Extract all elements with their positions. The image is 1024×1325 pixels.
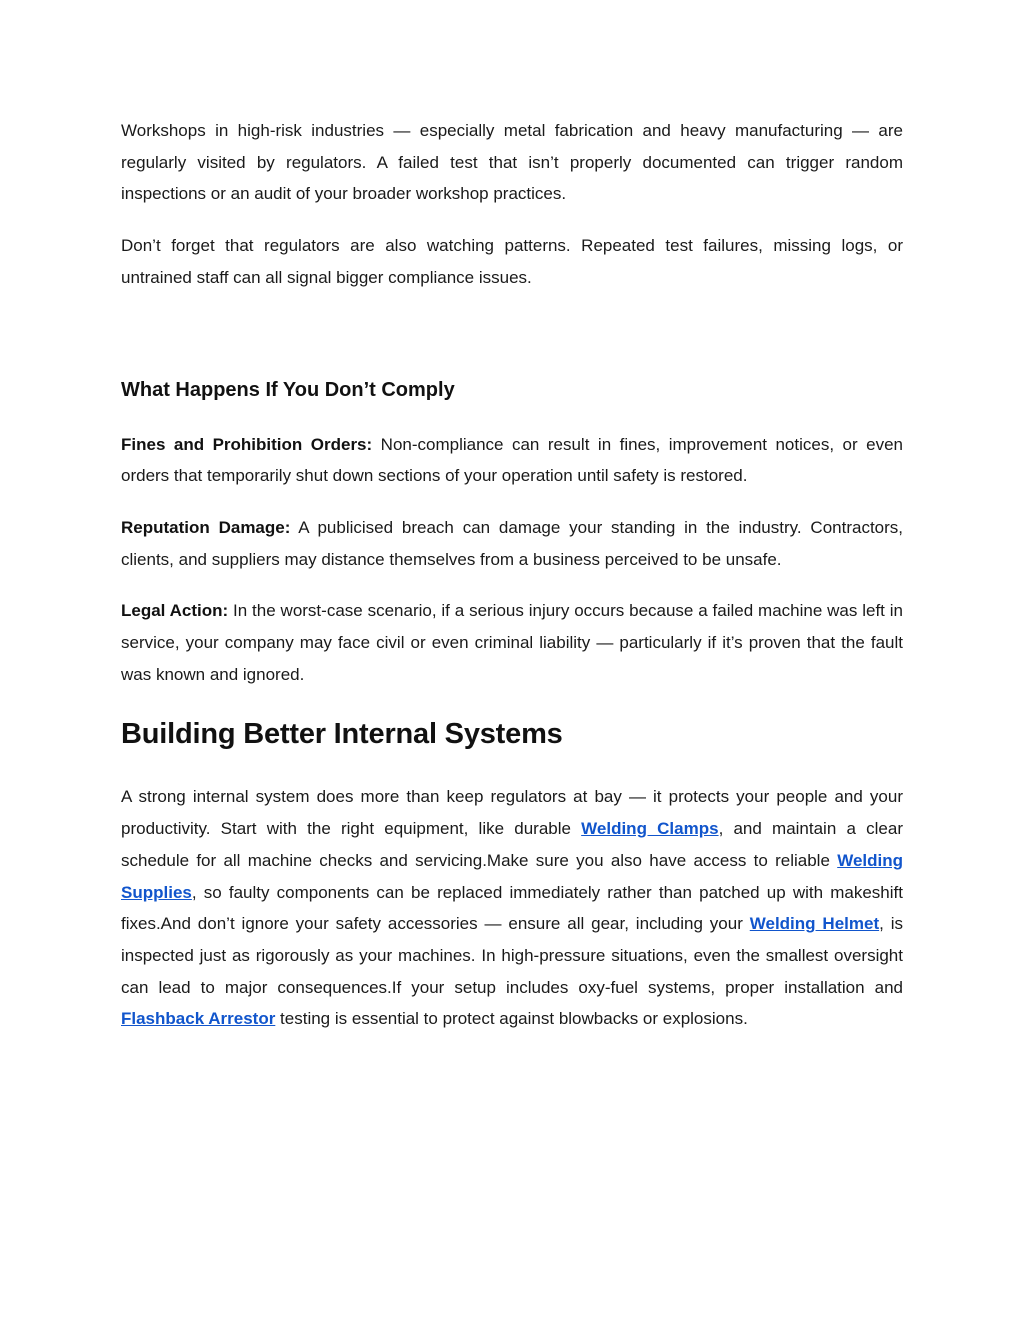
welding-clamps-link[interactable]: Welding Clamps [581,819,719,839]
systems-text-3: , so faulty components can be replaced immediately rather than patched up with makeshift fixes.And don’t ignore your safety accessories — ensure all gear, including your [121,882,903,934]
reputation-label: Reputation Damage: [121,517,291,537]
fines-paragraph [121,429,903,492]
fines-text: Non-compliance can result in fines, improvement notices, or even orders that temporarily shut down sections of your operation until safety is restored. [121,434,903,486]
intro-paragraph-2: Don’t forget that regulators are also watching patterns. Repeated test failures, missing logs, or untrained staff can all signal bigger compliance issues. [121,236,903,287]
systems-text-1: A strong internal system does more than keep regulators at bay — it protects your people and your productivity. Start with the right equipment, like durable [121,787,903,839]
section-heading-systems: Building Better Internal Systems [121,718,563,751]
intro-paragraph-1: Workshops in high-risk industries — especially metal fabrication and heavy manufacturing — are regularly visited by regulators. A failed test that isn’t properly documented can trigger random inspections or an audit of your broader workshop practices. [121,121,903,204]
reputation-paragraph [121,512,903,575]
legal-paragraph [121,595,903,690]
systems-text-4: , is inspected just as rigorously as your machines. In high-pressure situations, even the smallest oversight can lead to major consequences.If your setup includes oxy-fuel systems, proper installation and [121,914,903,997]
systems-paragraph [121,781,903,1035]
document-page [121,115,903,1035]
flashback-arrestor-link[interactable]: Flashback Arrestor [121,1009,276,1029]
systems-text-5: testing is essential to protect against blowbacks or explosions. [275,1009,748,1029]
welding-helmet-link[interactable]: Welding Helmet [749,914,880,934]
reputation-text: A publicised breach can damage your standing in the industry. Contractors, clients, and suppliers may distance themselves from a business perceived to be unsafe. [121,517,904,569]
legal-label: Legal Action: [121,601,229,621]
fines-label: Fines and Prohibition Orders: [121,434,373,454]
legal-text: In the worst-case scenario, if a serious injury occurs because a failed machine was left in service, your company may face civil or even criminal liability — particularly if it’s proven that the fault was known and ignored. [121,601,903,684]
section-heading-comply: What Happens If You Don’t Comply [121,378,455,401]
systems-text-2: , and maintain a clear schedule for all machine checks and servicing.Make sure you also have access to reliable [121,819,903,870]
welding-supplies-link[interactable]: Welding Supplies [121,850,903,902]
